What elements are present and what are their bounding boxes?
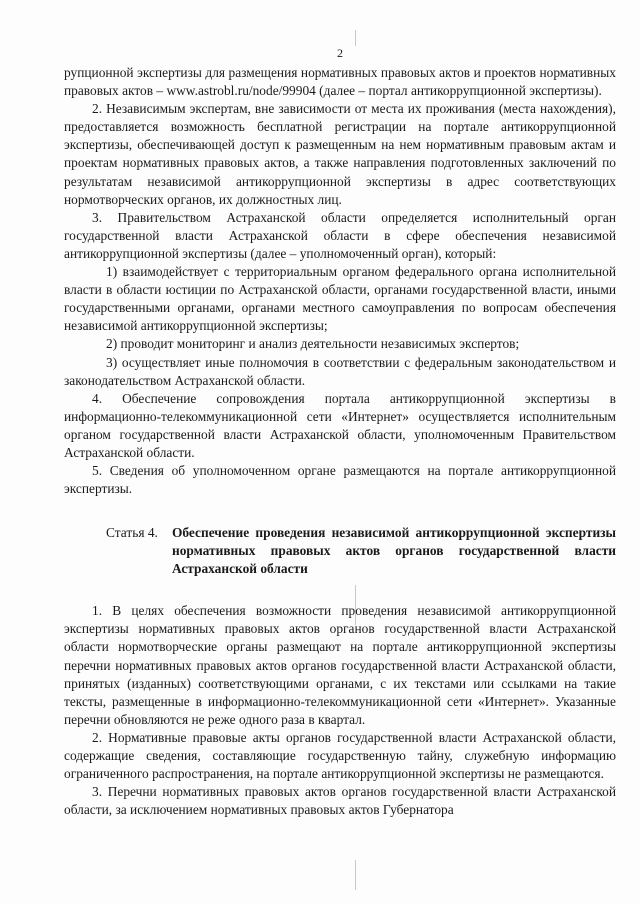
list-item: 1) взаимодействует с территориальным органом федерального органа исполнительной власти в области юстиции по Астраханской области, органами государственной власти, иными государственными органами, органами местного самоуправления по вопросам обеспечения независимой антикоррупционной экспертизы; (64, 264, 616, 334)
list-item: 3) осуществляет иные полномочия в соответствии с федеральным законодательством и законодательством Астраханской области. (64, 354, 616, 388)
paragraph: рупционной экспертизы для размещения нормативных правовых актов и проектов нормативных правовых актов – www.astrobl.ru/node/99904 (далее – портал антикоррупционной экспертизы). (64, 65, 616, 99)
paragraph: 2. Нормативные правовые акты органов государственной власти Астраханской области, содержащие сведения, составляющие государственную тайну, служебную информацию ограниченного распространения, на портале антикоррупционной экспертизы не размещаются. (64, 729, 616, 782)
paragraph: 5. Сведения об уполномоченном органе размещаются на портале антикоррупционной экспертизы. (64, 463, 616, 497)
scan-artifact (355, 860, 356, 890)
document-body (64, 64, 616, 819)
paragraph: 1. В целях обеспечения возможности проведения независимой антикоррупционной экспертизы нормативных правовых актов органов государственной власти Астраханской области нормотворческие органы размещают на портале антикоррупционной экспертизы перечни нормативных правовых актов органов государственной власти Астраханской области, принятых (изданных) соответствующими органами, с их текстами или ссылками на такие тексты, размещенные в информационно-телекоммуникационной сети «Интернет». Указанные перечни обновляются не реже одного раза в квартал. (64, 603, 616, 727)
list-item: 2) проводит мониторинг и анализ деятельности независимых экспертов; (106, 336, 520, 352)
paragraph: 3. Правительством Астраханской области определяется исполнительный орган государственной власти Астраханской области в сфере обеспечения независимой антикоррупционной экспертизы (далее – уполномоченный орган), который: (64, 209, 616, 261)
article-heading (64, 524, 616, 578)
paragraph: 4. Обеспечение сопровождения портала антикоррупционной экспертизы в информационно-телекоммуникационной сети «Интернет» осуществляется исполнительным органом государственной власти Астраханской области, уполномоченным Правительством Астраханской области. (64, 390, 616, 460)
page-number: 2 (337, 46, 343, 60)
article-label: Статья 4. (106, 525, 158, 541)
paragraph: 3. Перечни нормативных правовых актов органов государственной власти Астраханской области, за исключением нормативных правовых актов Губернатора (64, 784, 616, 818)
paragraph: 2. Независимым экспертам, вне зависимости от места их проживания (места нахождения), предоставляется возможность бесплатной регистрации на портале антикоррупционной экспертизы, обеспечивающей доступ к размещенным на нем нормативным правовым актам и проектам нормативных правовых актов, а также направления подготовленных заключений по результатам независимой антикоррупционной экспертизы в адрес соответствующих нормотворческих органов, их должностных лиц. (64, 101, 616, 207)
article-title: Обеспечение проведения независимой антикоррупционной экспертизы нормативных правовых актов органов государственной власти Астраханской области (172, 525, 616, 577)
